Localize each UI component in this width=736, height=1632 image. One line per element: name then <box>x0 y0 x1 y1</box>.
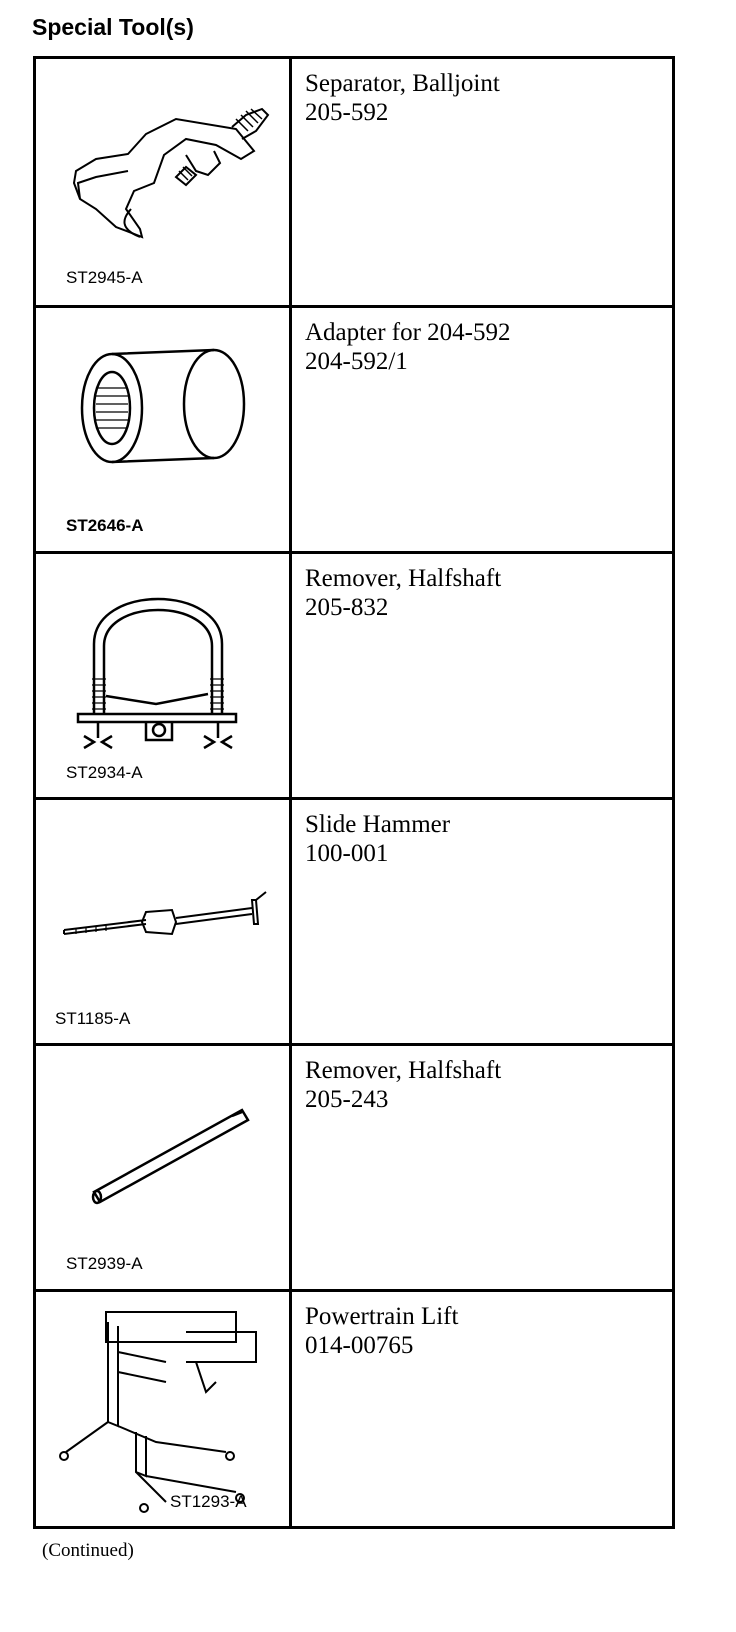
tool-number: 014-00765 <box>305 1332 414 1359</box>
tool-name: Adapter for 204-592 <box>305 319 511 346</box>
tool-row <box>36 797 672 1043</box>
adapter-sleeve-icon <box>36 308 292 551</box>
tool-image-code: ST2939-A <box>66 1254 143 1273</box>
tool-row <box>36 551 672 797</box>
tool-row <box>36 305 672 551</box>
tool-name: Remover, Halfshaft <box>305 565 502 592</box>
tool-image-cell <box>36 800 292 1043</box>
tool-image-cell <box>36 1292 292 1526</box>
tool-name: Remover, Halfshaft <box>305 1057 502 1084</box>
tool-name: Separator, Balljoint <box>305 70 500 97</box>
tool-number: 204-592/1 <box>305 348 408 375</box>
tool-image-code: ST1293-A <box>170 1492 247 1511</box>
tool-number: 100-001 <box>305 840 389 867</box>
tool-number: 205-243 <box>305 1086 389 1113</box>
tool-name: Powertrain Lift <box>305 1303 459 1330</box>
tool-row <box>36 59 672 305</box>
tool-image-cell <box>36 59 292 305</box>
tool-description-cell <box>295 800 672 1043</box>
halfshaft-remover-bar-icon <box>36 1046 292 1289</box>
tool-description-cell <box>295 59 672 305</box>
tool-image-cell <box>36 554 292 797</box>
tool-image-code: ST2646-A <box>66 516 144 535</box>
powertrain-lift-icon <box>36 1292 292 1526</box>
tool-image-cell <box>36 1046 292 1289</box>
halfshaft-remover-clamp-icon <box>36 554 292 797</box>
tool-description-cell <box>295 554 672 797</box>
tool-row <box>36 1043 672 1289</box>
tool-image-code: ST2945-A <box>66 268 143 287</box>
continued-note: (Continued) <box>42 1540 134 1561</box>
slide-hammer-icon <box>36 800 292 1043</box>
tool-image-code: ST1185-A <box>55 1009 131 1028</box>
tool-image-cell <box>36 308 292 551</box>
tool-number: 205-592 <box>305 99 389 126</box>
tool-name: Slide Hammer <box>305 811 451 838</box>
tool-description-cell <box>295 1292 672 1526</box>
tool-description-cell <box>295 1046 672 1289</box>
tool-image-code: ST2934-A <box>66 763 143 782</box>
balljoint-separator-icon <box>36 59 292 302</box>
tool-description-cell <box>295 308 672 551</box>
tool-number: 205-832 <box>305 594 389 621</box>
special-tools-table <box>33 56 675 1529</box>
tool-row <box>36 1289 672 1526</box>
page-heading: Special Tool(s) <box>32 14 194 40</box>
